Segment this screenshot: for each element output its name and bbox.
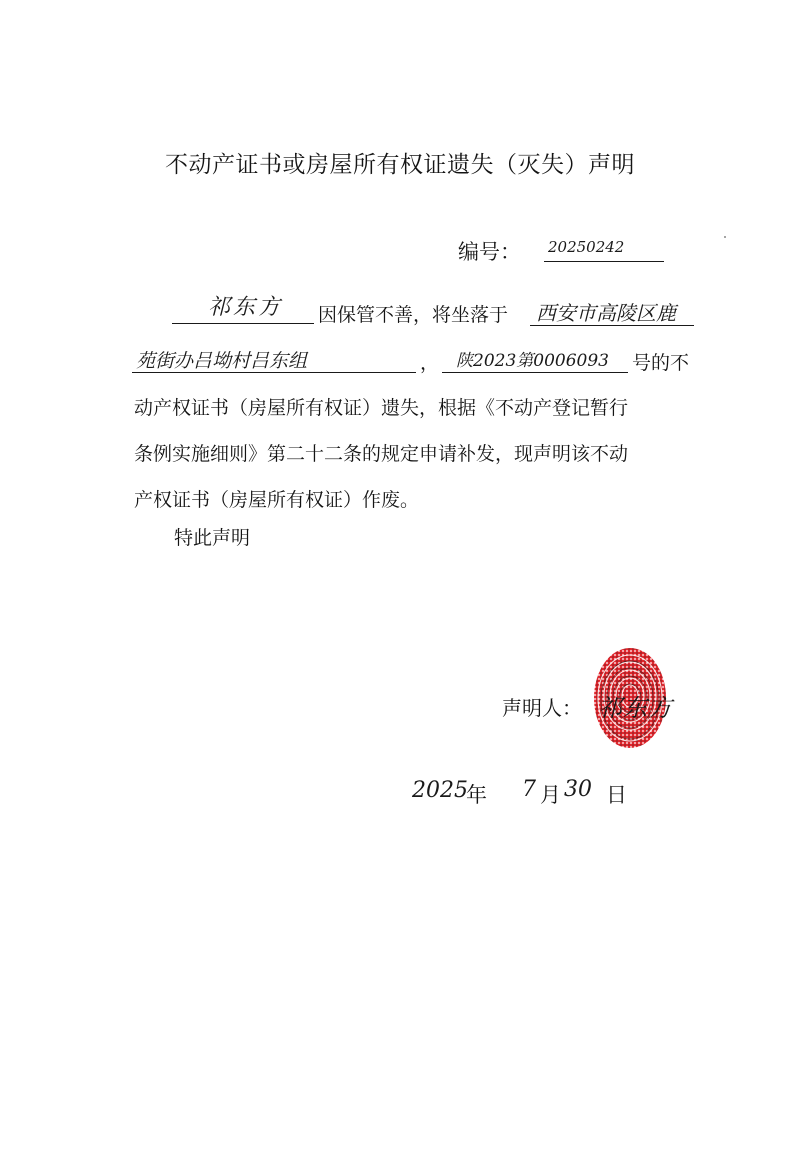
location-underline-1 (530, 325, 694, 326)
body-line-3: 动产权证书（房屋所有权证）遗失，根据《不动产登记暂行 (134, 397, 629, 419)
date-month: 7 (522, 777, 536, 802)
number-value: 20250242 (548, 238, 625, 256)
number-label: 编号： (458, 240, 521, 264)
declarant-signature: 祁东方 (598, 694, 673, 722)
location-part-2: 苑街办吕坳村吕东组 (136, 350, 308, 372)
number-underline (544, 261, 664, 262)
date-day: 30 (564, 777, 592, 802)
certificate-underline (442, 372, 628, 373)
declarant-label: 声明人： (502, 696, 582, 720)
body-line-5: 产权证书（房屋所有权证）作废。 (134, 489, 420, 511)
applicant-name: 祁东方 (208, 295, 284, 320)
body-text-1: 因保管不善，将坐落于 (318, 304, 509, 326)
scan-speck (724, 236, 726, 238)
body-text-2: 号的不 (632, 352, 690, 374)
certificate-number: 陕2023第0006093 (456, 351, 609, 371)
document-title: 不动产证书或房屋所有权证遗失（灭失）声明 (165, 152, 635, 178)
closing-text: 特此声明 (174, 527, 251, 549)
body-comma: ， (420, 352, 440, 374)
date-day-label: 日 (606, 783, 627, 807)
location-part-1: 西安市高陵区鹿 (536, 301, 676, 325)
date-month-label: 月 (540, 783, 561, 807)
name-underline (172, 323, 314, 324)
date-year-label: 年 (466, 783, 487, 807)
date-year: 2025 (412, 778, 468, 803)
location-underline-2 (132, 372, 416, 373)
body-line-4: 条例实施细则》第二十二条的规定申请补发，现声明该不动 (134, 443, 629, 465)
